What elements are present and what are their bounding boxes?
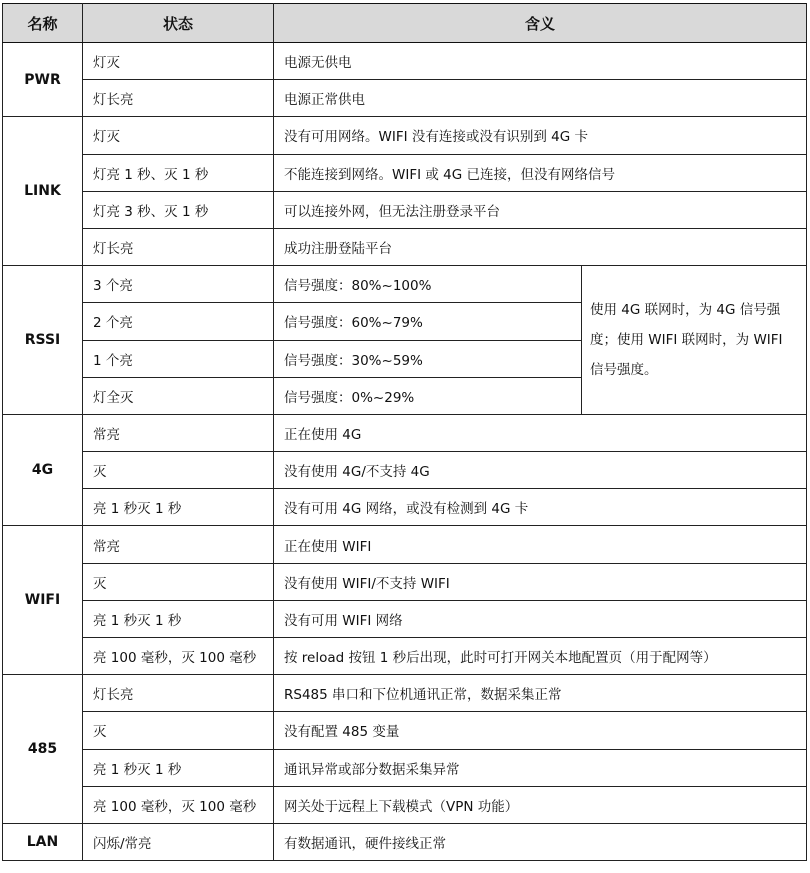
indicator-name: 485 [3, 675, 83, 824]
meaning-cell: 电源正常供电 [274, 80, 807, 117]
meaning-cell: 正在使用 4G [274, 414, 807, 451]
meaning-cell: 按 reload 按钮 1 秒后出现，此时可打开网关本地配置页（用于配网等） [274, 638, 807, 675]
meaning-cell: 没有配置 485 变量 [274, 712, 807, 749]
meaning-cell: 通讯异常或部分数据采集异常 [274, 749, 807, 786]
table-row [3, 452, 807, 489]
table-row [3, 414, 807, 451]
meaning-cell: RS485 串口和下位机通讯正常，数据采集正常 [274, 675, 807, 712]
table-row [3, 638, 807, 675]
meaning-cell: 没有可用网络。WIFI 没有连接或没有识别到 4G 卡 [274, 117, 807, 154]
state-cell: 灯全灭 [83, 377, 274, 414]
state-cell: 闪烁/常亮 [83, 823, 274, 860]
table-row [3, 675, 807, 712]
meaning-cell: 有数据通讯，硬件接线正常 [274, 823, 807, 860]
indicator-name: WIFI [3, 526, 83, 675]
table-row [3, 526, 807, 563]
rssi-note-cell: 使用 4G 联网时，为 4G 信号强度；使用 WIFI 联网时，为 WIFI 信号强度。 [582, 266, 807, 415]
table-row [3, 80, 807, 117]
state-cell: 亮 1 秒灭 1 秒 [83, 600, 274, 637]
led-status-table [2, 3, 807, 861]
meaning-cell: 没有使用 WIFI/不支持 WIFI [274, 563, 807, 600]
state-cell: 灯亮 1 秒、灭 1 秒 [83, 154, 274, 191]
meaning-cell: 没有可用 WIFI 网络 [274, 600, 807, 637]
table-row [3, 823, 807, 860]
header-state: 状态 [83, 4, 274, 43]
meaning-cell: 成功注册登陆平台 [274, 228, 807, 265]
table-row [3, 266, 807, 303]
state-cell: 灯灭 [83, 43, 274, 80]
state-cell: 亮 1 秒灭 1 秒 [83, 489, 274, 526]
table-row [3, 228, 807, 265]
state-cell: 灯长亮 [83, 80, 274, 117]
state-cell: 常亮 [83, 414, 274, 451]
table-row [3, 600, 807, 637]
state-cell: 2 个亮 [83, 303, 274, 340]
indicator-name: 4G [3, 414, 83, 526]
indicator-name: LINK [3, 117, 83, 266]
table-row [3, 749, 807, 786]
meaning-cell: 信号强度：60%~79% [274, 303, 582, 340]
meaning-cell: 没有可用 4G 网络，或没有检测到 4G 卡 [274, 489, 807, 526]
state-cell: 亮 100 毫秒，灭 100 毫秒 [83, 638, 274, 675]
meaning-cell: 可以连接外网，但无法注册登录平台 [274, 191, 807, 228]
meaning-cell: 正在使用 WIFI [274, 526, 807, 563]
meaning-cell: 没有使用 4G/不支持 4G [274, 452, 807, 489]
table-row [3, 712, 807, 749]
state-cell: 灭 [83, 452, 274, 489]
state-cell: 1 个亮 [83, 340, 274, 377]
table-row [3, 43, 807, 80]
meaning-cell: 网关处于远程上下载模式（VPN 功能） [274, 786, 807, 823]
state-cell: 灯亮 3 秒、灭 1 秒 [83, 191, 274, 228]
state-cell: 灭 [83, 563, 274, 600]
state-cell: 灭 [83, 712, 274, 749]
table-row [3, 563, 807, 600]
state-cell: 亮 1 秒灭 1 秒 [83, 749, 274, 786]
table-row [3, 117, 807, 154]
state-cell: 灯灭 [83, 117, 274, 154]
state-cell: 常亮 [83, 526, 274, 563]
indicator-name: LAN [3, 823, 83, 860]
meaning-cell: 不能连接到网络。WIFI 或 4G 已连接，但没有网络信号 [274, 154, 807, 191]
table-row [3, 191, 807, 228]
indicator-name: RSSI [3, 266, 83, 415]
state-cell: 3 个亮 [83, 266, 274, 303]
table-body [3, 43, 807, 861]
table-row [3, 154, 807, 191]
meaning-cell: 信号强度：80%~100% [274, 266, 582, 303]
table-row [3, 786, 807, 823]
meaning-cell: 信号强度：0%~29% [274, 377, 582, 414]
state-cell: 灯长亮 [83, 675, 274, 712]
header-row [3, 4, 807, 43]
indicator-name: PWR [3, 43, 83, 117]
table-row [3, 489, 807, 526]
state-cell: 亮 100 毫秒，灭 100 毫秒 [83, 786, 274, 823]
header-meaning: 含义 [274, 4, 807, 43]
meaning-cell: 电源无供电 [274, 43, 807, 80]
meaning-cell: 信号强度：30%~59% [274, 340, 582, 377]
header-name: 名称 [3, 4, 83, 43]
state-cell: 灯长亮 [83, 228, 274, 265]
